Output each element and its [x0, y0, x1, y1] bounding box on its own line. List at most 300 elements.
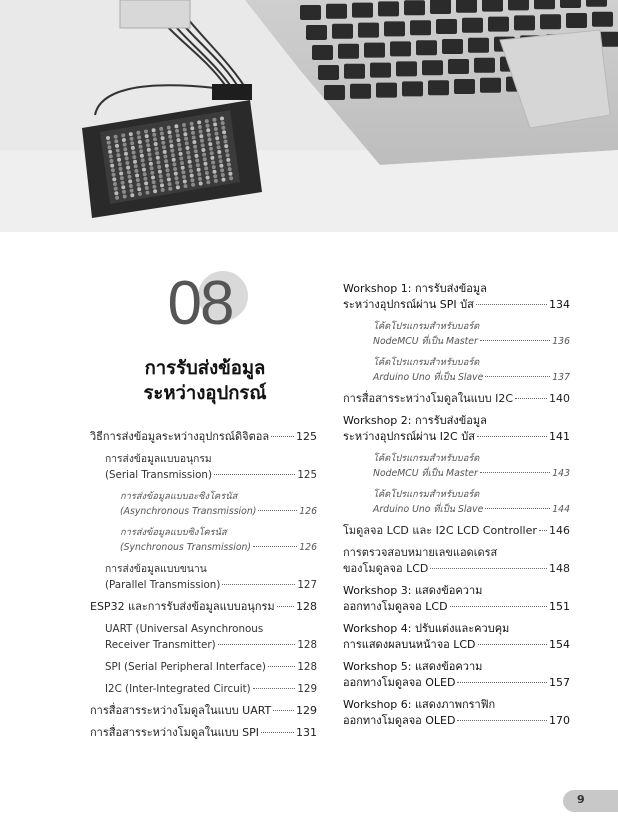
- led-dot: [212, 165, 216, 169]
- keyboard-key: [358, 23, 379, 38]
- led-dot: [210, 156, 214, 160]
- led-dot: [228, 167, 232, 171]
- led-dot: [155, 151, 159, 155]
- led-dot: [109, 154, 113, 158]
- led-dot: [201, 143, 205, 147]
- led-dot: [205, 119, 209, 123]
- toc-page-number: 129: [297, 683, 317, 695]
- led-dot: [225, 149, 229, 153]
- keyboard-key: [430, 0, 451, 14]
- toc-page-number: 126: [299, 506, 317, 517]
- toc-leader-dots: [253, 688, 296, 689]
- led-dot: [146, 191, 150, 195]
- led-dot: [221, 126, 225, 130]
- led-dot: [183, 180, 187, 184]
- toc-entry-line: [120, 525, 317, 540]
- toc-leader-dots: [222, 584, 295, 585]
- toc-entry-line: [343, 659, 570, 675]
- led-dot: [148, 157, 152, 161]
- toc-entry: [343, 487, 570, 517]
- toc-entry-line: [373, 487, 570, 502]
- led-dot: [176, 185, 180, 189]
- led-dot: [137, 187, 141, 191]
- led-dot: [121, 185, 125, 189]
- led-dot: [128, 179, 132, 183]
- keyboard-key: [534, 0, 555, 9]
- toc-page-number: 157: [549, 676, 570, 689]
- led-dot: [162, 145, 166, 149]
- toc-entry-line: [343, 561, 570, 577]
- led-dot: [161, 188, 165, 192]
- led-dot: [107, 145, 111, 149]
- toc-entry-text: Receiver Transmitter): [105, 639, 216, 651]
- led-dot: [175, 129, 179, 133]
- led-dot: [115, 196, 119, 200]
- toc-leader-dots: [268, 666, 295, 667]
- led-dot: [179, 152, 183, 156]
- toc-leader-dots: [539, 530, 547, 531]
- chapter-number: 08: [167, 269, 233, 338]
- led-dot: [192, 136, 196, 140]
- led-dot: [115, 144, 119, 148]
- led-dot: [168, 182, 172, 186]
- toc-entry-line: [343, 583, 570, 599]
- toc-entry-line: [343, 391, 570, 407]
- keyboard-key: [402, 81, 423, 96]
- led-dot: [207, 133, 211, 137]
- led-dot: [199, 182, 203, 186]
- led-dot: [110, 164, 114, 168]
- led-dot: [167, 178, 171, 182]
- led-dot: [154, 147, 158, 151]
- toc-leader-dots: [261, 732, 294, 733]
- led-dot: [120, 176, 124, 180]
- led-dot: [189, 169, 193, 173]
- led-dot: [134, 169, 138, 173]
- led-dot: [208, 142, 212, 146]
- toc-leader-dots: [478, 644, 547, 645]
- led-dot: [200, 139, 204, 143]
- led-dot: [213, 122, 217, 126]
- toc-page-number: 128: [296, 600, 317, 613]
- led-dot: [108, 150, 112, 154]
- keyboard-key: [468, 38, 489, 53]
- keyboard-key: [592, 12, 613, 27]
- keyboard-key: [352, 3, 373, 18]
- toc-entry-text: Workshop 4: ปรับแต่งและควบคุม: [343, 622, 510, 635]
- page-number: 9: [577, 793, 585, 806]
- toc-entry-line: [90, 725, 317, 741]
- led-dot: [168, 130, 172, 134]
- led-dot: [122, 190, 126, 194]
- led-dot: [161, 141, 165, 145]
- led-dot: [229, 176, 233, 180]
- toc-entry-text: ระหว่างอุปกรณ์ผ่าน I2C บัส: [343, 430, 475, 443]
- toc-page-number: 134: [549, 298, 570, 311]
- keyboard-key: [488, 17, 509, 32]
- led-dot: [128, 175, 132, 179]
- toc-leader-dots: [480, 472, 550, 473]
- toc-entry-text: การส่งข้อมูลแบบอะซิงโครนัส: [120, 491, 238, 502]
- led-dot: [146, 143, 150, 147]
- led-dot: [220, 117, 224, 121]
- led-dot: [192, 140, 196, 144]
- led-dot: [130, 193, 134, 197]
- led-dot: [113, 182, 117, 186]
- keyboard-key: [586, 0, 607, 7]
- keyboard-key: [306, 25, 327, 40]
- led-dot: [214, 179, 218, 183]
- toc-entry: [90, 451, 317, 483]
- toc-entry-text: วิธีการส่งข้อมูลระหว่างอุปกรณ์ดิจิตอล: [90, 430, 270, 443]
- toc-leader-dots: [450, 606, 547, 607]
- led-dot: [221, 121, 225, 125]
- toc-entry: [343, 583, 570, 615]
- toc-entry: [343, 413, 570, 445]
- led-dot: [226, 153, 230, 157]
- keyboard-key: [378, 1, 399, 16]
- led-dot: [205, 171, 209, 175]
- keyboard-key: [396, 61, 417, 76]
- keyboard-key: [410, 20, 431, 35]
- led-dot: [111, 168, 115, 172]
- toc-entry-line: [120, 504, 317, 519]
- led-dot: [132, 155, 136, 159]
- led-dot: [130, 137, 134, 141]
- led-dot: [199, 130, 203, 134]
- led-dot: [178, 147, 182, 151]
- led-dot: [197, 172, 201, 176]
- led-dot: [114, 191, 118, 195]
- led-dot: [227, 163, 231, 167]
- toc-entry: [343, 451, 570, 481]
- led-dot: [145, 134, 149, 138]
- toc-entry-line: [343, 713, 570, 729]
- toc-leader-dots: [218, 644, 296, 645]
- toc-leader-dots: [477, 436, 547, 437]
- toc-entry: [90, 681, 317, 697]
- led-dot: [223, 135, 227, 139]
- keyboard-key: [514, 15, 535, 30]
- toc-entry: [90, 599, 317, 615]
- led-dot: [159, 174, 163, 178]
- toc-leader-dots: [485, 508, 550, 509]
- led-dot: [127, 170, 131, 174]
- toc-leader-dots: [457, 720, 547, 721]
- toc-entry-line: [343, 413, 570, 429]
- led-dot: [158, 170, 162, 174]
- toc-page-number: 141: [549, 430, 570, 443]
- led-dot: [123, 147, 127, 151]
- toc-page-number: 131: [296, 726, 317, 739]
- led-dot: [139, 149, 143, 153]
- led-dot: [182, 175, 186, 179]
- toc-entry-text: การสื่อสารระหว่างโมดูลในแบบ SPI: [90, 726, 260, 739]
- led-dot: [176, 134, 180, 138]
- led-dot: [168, 135, 172, 139]
- led-dot: [199, 134, 203, 138]
- led-dot: [129, 132, 133, 136]
- toc-entry-line: [105, 577, 317, 593]
- led-dot: [133, 160, 137, 164]
- toc-entry-text: (Parallel Transmission): [105, 579, 221, 591]
- toc-entry-line: [343, 621, 570, 637]
- led-dot: [156, 156, 160, 160]
- toc-leader-dots: [258, 510, 297, 511]
- led-dot: [177, 143, 181, 147]
- led-dot: [173, 167, 177, 171]
- keyboard-key: [508, 0, 529, 10]
- led-dot: [145, 186, 149, 190]
- toc-entry: [90, 525, 317, 555]
- led-dot: [201, 148, 205, 152]
- led-dot: [160, 132, 164, 136]
- led-dot: [144, 130, 148, 134]
- keyboard-key: [324, 85, 345, 100]
- toc-entry-line: [373, 355, 570, 370]
- toc-entry: [343, 391, 570, 407]
- led-dot: [159, 127, 163, 131]
- toc-entry-text: การแสดงผลบนหน้าจอ LCD: [343, 638, 476, 651]
- toc-entry-text: โค้ดโปรแกรมสำหรับบอร์ด: [373, 321, 480, 332]
- led-dot: [172, 162, 176, 166]
- led-dot: [147, 148, 151, 152]
- toc-entry: [343, 281, 570, 313]
- led-dot: [123, 195, 127, 199]
- chapter-title-line-2: ระหว่างอุปกรณ์: [143, 383, 267, 404]
- keyboard-key: [376, 83, 397, 98]
- led-dot: [153, 137, 157, 141]
- led-dot: [124, 152, 128, 156]
- led-dot: [185, 141, 189, 145]
- keyboard-key: [364, 43, 385, 58]
- keyboard-key: [456, 0, 477, 13]
- led-dot: [190, 126, 194, 130]
- toc-entry-text: การส่งข้อมูลแบบอนุกรม: [105, 453, 212, 465]
- toc-page-number: 170: [549, 714, 570, 727]
- keyboard-key: [332, 24, 353, 39]
- keyboard-key: [474, 58, 495, 73]
- keyboard-key: [384, 21, 405, 36]
- led-dot: [191, 131, 195, 135]
- led-dot: [181, 166, 185, 170]
- toc-entry: [343, 621, 570, 653]
- led-dot: [208, 138, 212, 142]
- toc-entry-line: [343, 545, 570, 561]
- toc-entry: [90, 429, 317, 445]
- toc-entry: [90, 703, 317, 719]
- toc-entry-line: [90, 703, 317, 719]
- laptop-and-led-matrix-illustration: [0, 0, 618, 232]
- keyboard-key: [462, 18, 483, 33]
- toc-entry-text: การส่งข้อมูลแบบซิงโครนัส: [120, 527, 227, 538]
- toc-page-number: 125: [297, 469, 317, 481]
- led-dot: [137, 135, 141, 139]
- led-dot: [184, 184, 188, 188]
- led-dot: [219, 159, 223, 163]
- toc-page-number: 127: [297, 579, 317, 591]
- toc-page-number: 154: [549, 638, 570, 651]
- keyboard-key: [326, 4, 347, 19]
- toc-leader-dots: [515, 398, 547, 399]
- led-dot: [163, 150, 167, 154]
- keyboard-key: [454, 79, 475, 94]
- toc-page-number: 128: [297, 661, 317, 673]
- led-dot: [175, 181, 179, 185]
- keyboard-key: [448, 59, 469, 74]
- led-dot: [195, 154, 199, 158]
- led-dot: [143, 172, 147, 176]
- toc-page-number: 140: [549, 392, 570, 405]
- toc-entry-text: ESP32 และการรับส่งข้อมูลแบบอนุกรม: [90, 600, 275, 613]
- toc-page-number: 128: [297, 639, 317, 651]
- keyboard-key: [350, 84, 371, 99]
- toc-entry-line: [343, 429, 570, 445]
- toc-entry-text: ออกทางโมดูลจอ OLED: [343, 714, 456, 727]
- led-dot: [160, 183, 164, 187]
- toc-leader-dots: [485, 376, 550, 377]
- toc-leader-dots: [476, 304, 547, 305]
- led-dot: [167, 126, 171, 130]
- led-dot: [136, 178, 140, 182]
- toc-entry-text: Workshop 5: แสดงข้อความ: [343, 660, 483, 673]
- led-dot: [141, 163, 145, 167]
- led-dot: [194, 149, 198, 153]
- led-dot: [218, 155, 222, 159]
- toc-entry: [343, 319, 570, 349]
- toc-page-number: 151: [549, 600, 570, 613]
- led-dot: [165, 164, 169, 168]
- led-dot: [206, 124, 210, 128]
- led-dot: [197, 120, 201, 124]
- keyboard-key: [300, 5, 321, 20]
- keyboard-key: [312, 45, 333, 60]
- toc-leader-dots: [273, 710, 294, 711]
- keyboard-key: [540, 14, 561, 29]
- toc-entry-text: Workshop 1: การรับส่งข้อมูล: [343, 282, 487, 295]
- led-dot: [138, 140, 142, 144]
- toc-entry: [343, 355, 570, 385]
- led-dot: [190, 178, 194, 182]
- led-dot: [198, 125, 202, 129]
- toc-entry-text: การสื่อสารระหว่างโมดูลในแบบ UART: [90, 704, 272, 717]
- led-dot: [150, 166, 154, 170]
- led-dot: [219, 164, 223, 168]
- toc-leader-dots: [214, 474, 295, 475]
- led-dot: [195, 159, 199, 163]
- led-dot: [169, 139, 173, 143]
- led-dot: [215, 136, 219, 140]
- toc-page-number: 143: [552, 468, 570, 479]
- led-dot: [209, 147, 213, 151]
- led-dot: [183, 128, 187, 132]
- led-dot: [122, 138, 126, 142]
- led-dot: [138, 192, 142, 196]
- led-dot: [163, 155, 167, 159]
- toc-entry-line: [343, 297, 570, 313]
- led-dot: [202, 153, 206, 157]
- led-dot: [119, 167, 123, 171]
- led-dot: [126, 166, 130, 170]
- led-dot: [215, 132, 219, 136]
- led-dot: [142, 168, 146, 172]
- toc-entry-text: ออกทางโมดูลจอ LCD: [343, 600, 448, 613]
- toc-entry-text: (Serial Transmission): [105, 469, 212, 481]
- led-dot: [190, 122, 194, 126]
- keyboard-key: [422, 60, 443, 75]
- chapter-title: [110, 356, 300, 406]
- led-dot: [166, 173, 170, 177]
- keyboard-key: [480, 78, 501, 93]
- toc-entry-line: [373, 334, 570, 349]
- toc-entry: [90, 725, 317, 741]
- led-dot: [190, 174, 194, 178]
- toc-entry-text: ของโมดูลจอ LCD: [343, 562, 429, 575]
- led-dot: [228, 172, 232, 176]
- led-dot: [150, 171, 154, 175]
- toc-entry: [343, 659, 570, 691]
- led-dot: [152, 133, 156, 137]
- led-dot: [204, 162, 208, 166]
- toc-entry-line: [343, 281, 570, 297]
- toc-leader-dots: [480, 340, 550, 341]
- toc-leader-dots: [277, 606, 294, 607]
- led-dot: [203, 157, 207, 161]
- led-dot: [131, 146, 135, 150]
- led-dot: [119, 172, 123, 176]
- led-dot: [132, 151, 136, 155]
- led-dot: [116, 149, 120, 153]
- led-dot: [217, 150, 221, 154]
- led-dot: [186, 146, 190, 150]
- led-dot: [121, 133, 125, 137]
- led-dot: [197, 168, 201, 172]
- toc-entry-line: [373, 466, 570, 481]
- toc-entry-text: NodeMCU ที่เป็น Master: [373, 336, 478, 347]
- led-dot: [210, 151, 214, 155]
- led-dot: [107, 141, 111, 145]
- keyboard-key: [560, 0, 581, 8]
- led-dot: [204, 166, 208, 170]
- toc-entry-line: [373, 319, 570, 334]
- led-dot: [166, 168, 170, 172]
- led-dot: [125, 161, 129, 165]
- toc-entry-text: Workshop 6: แสดงภาพกราฟิก: [343, 698, 496, 711]
- led-dot: [181, 170, 185, 174]
- toc-entry-line: [105, 659, 317, 675]
- toc-entry-text: โมดูลจอ LCD และ I2C LCD Controller: [343, 524, 537, 537]
- toc-page-number: 137: [552, 372, 570, 383]
- keyboard-key: [338, 44, 359, 59]
- led-dot: [191, 183, 195, 187]
- led-dot: [188, 160, 192, 164]
- led-dot: [117, 158, 121, 162]
- led-dot: [114, 187, 118, 191]
- led-dot: [177, 138, 181, 142]
- led-dot: [157, 165, 161, 169]
- led-dot: [164, 159, 168, 163]
- led-dot: [183, 132, 187, 136]
- led-dot: [116, 153, 120, 157]
- led-dot: [221, 173, 225, 177]
- toc-page-number: 125: [296, 430, 317, 443]
- led-dot: [212, 118, 216, 122]
- toc-entry: [90, 659, 317, 675]
- toc-entry-text: ระหว่างอุปกรณ์ผ่าน SPI บัส: [343, 298, 474, 311]
- led-dot: [175, 176, 179, 180]
- toc-page-number: 144: [552, 504, 570, 515]
- led-dot: [193, 145, 197, 149]
